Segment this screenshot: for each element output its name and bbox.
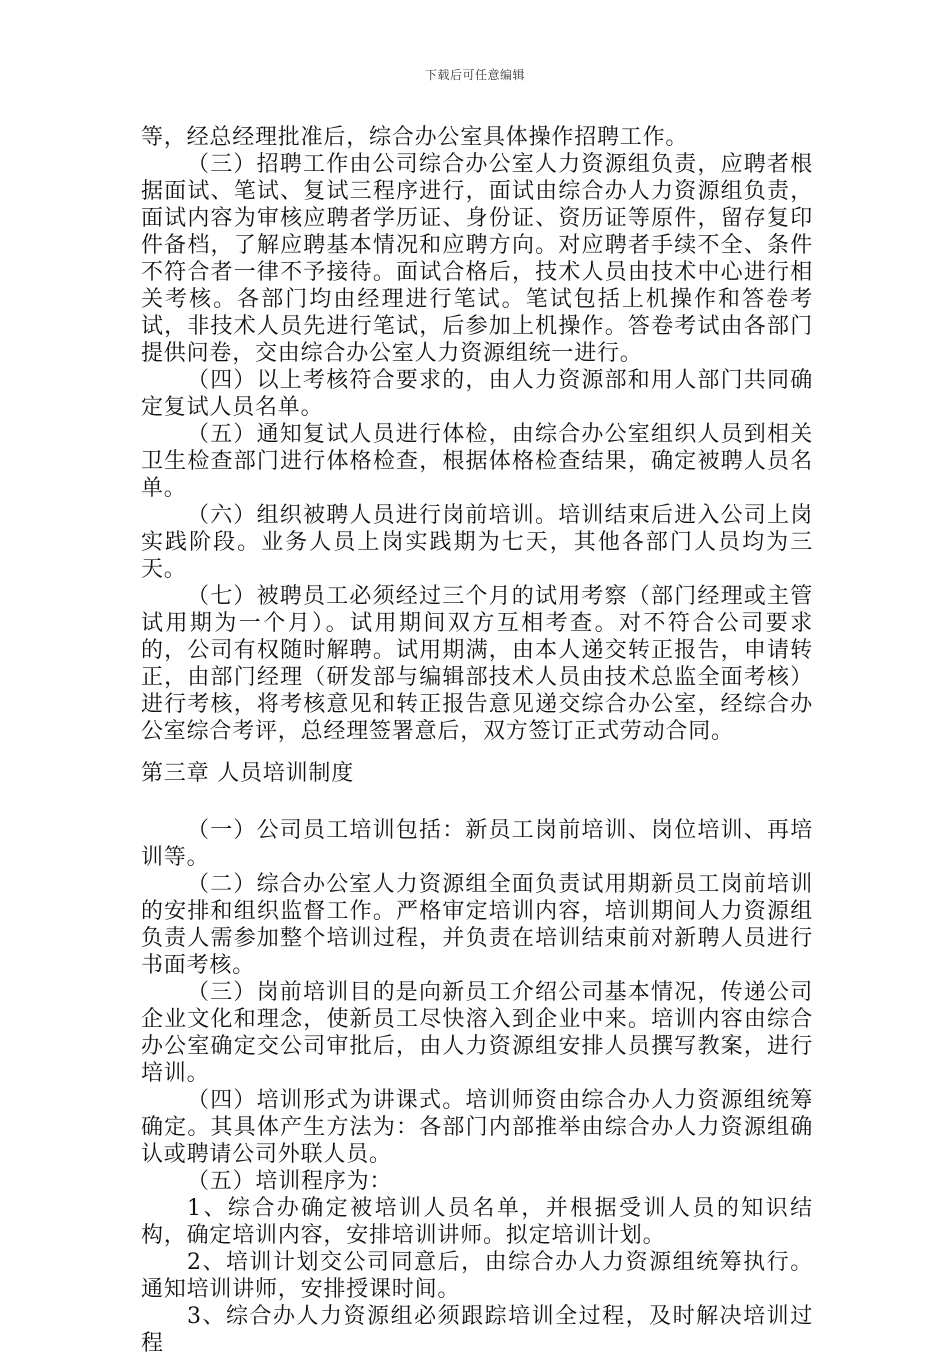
paragraph: （一）公司员工培训包括：新员工岗前培训、岗位培训、再培训等。 (141, 818, 813, 870)
list-item: 3、综合办人力资源组必须跟踪培训全过程，及时解决培训过程 (141, 1304, 813, 1356)
paragraph: （四）以上考核符合要求的，由人力资源部和用人部门共同确定复试人员名单。 (141, 368, 813, 420)
document-body (141, 124, 813, 1357)
paragraph: （四）培训形式为讲课式。培训师资由综合办人力资源组统筹确定。其具体产生方法为：各部门内部推举由综合办人力资源组确认或聘请公司外联人员。 (141, 1088, 813, 1167)
paragraph: （七）被聘员工必须经过三个月的试用考察（部门经理或主管试用期为一个月）。试用期间双方互相考查。对不符合公司要求的，公司有权随时解聘。试用期满，由本人递交转正报告，申请转正，由部门经理（研发部与编辑部技术人员由技术总监全面考核）进行考核，将考核意见和转正报告意见递交综合办公室，经综合办公室综合考评，总经理签署意后，双方签订正式劳动合同。 (141, 584, 813, 744)
page-header: 下载后可任意编辑 (424, 68, 525, 82)
paragraph: （五）通知复试人员进行体检，由综合办公室组织人员到相关卫生检查部门进行体格检查，根据体格检查结果，确定被聘人员名单。 (141, 422, 813, 501)
chapter-heading: 第三章 人员培训制度 (141, 761, 354, 786)
list-item: 1、综合办确定被培训人员名单，并根据受训人员的知识结构，确定培训内容，安排培训讲师。拟定培训计划。 (141, 1196, 813, 1248)
paragraph: （三）招聘工作由公司综合办公室人力资源组负责，应聘者根据面试、笔试、复试三程序进行，面试由综合办人力资源组负责，面试内容为审核应聘者学历证、身份证、资历证等原件，留存复印件备档，了解应聘基本情况和应聘方向。对应聘者手续不全、条件不符合者一律不予接待。面试合格后，技术人员由技术中心进行相关考核。各部门均由经理进行笔试。笔试包括上机操作和答卷考试，非技术人员先进行笔试，后参加上机操作。答卷考试由各部门提供问卷，交由综合办公室人力资源组统一进行。 (141, 152, 813, 366)
paragraph: （三）岗前培训目的是向新员工介绍公司基本情况，传递公司企业文化和理念，使新员工尽快溶入到企业中来。培训内容由综合办公室确定交公司审批后，由人力资源组安排人员撰写教案，进行培训。 (141, 980, 813, 1086)
paragraph: 等，经总经理批准后，综合办公室具体操作招聘工作。 (141, 125, 689, 150)
paragraph: （五）培训程序为： (187, 1169, 393, 1194)
paragraph: （二）综合办公室人力资源组全面负责试用期新员工岗前培训的安排和组织监督工作。严格审定培训内容，培训期间人力资源组负责人需参加整个培训过程，并负责在培训结束前对新聘人员进行书面考核。 (141, 872, 813, 978)
list-item: 2、培训计划交公司同意后，由综合办人力资源组统筹执行。通知培训讲师，安排授课时间。 (141, 1250, 813, 1302)
paragraph: （六）组织被聘人员进行岗前培训。培训结束后进入公司上岗实践阶段。业务人员上岗实践期为七天，其他各部门人员均为三天。 (141, 503, 813, 582)
